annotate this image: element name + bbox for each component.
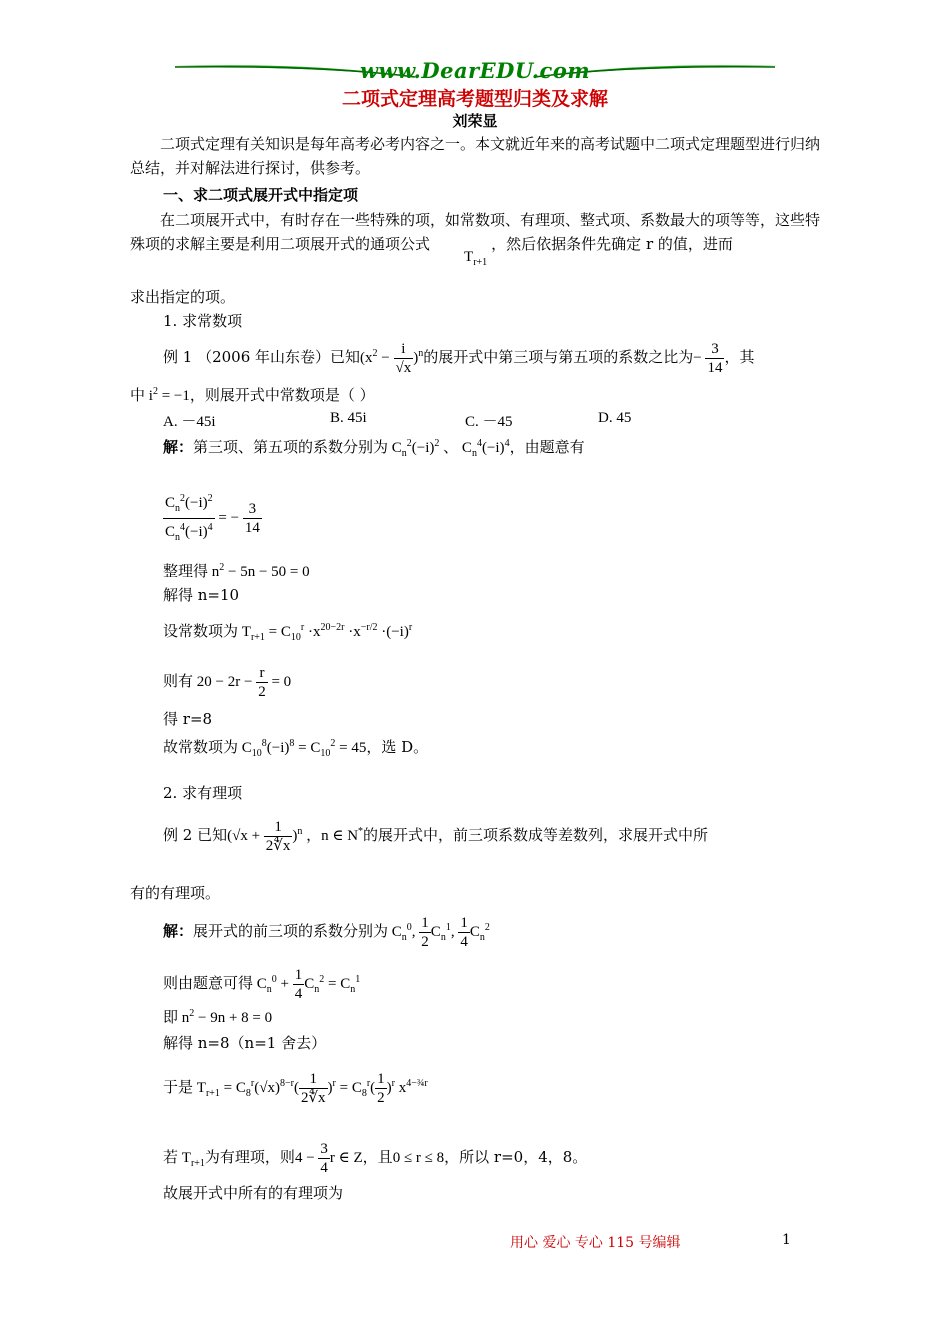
formula-binomial-2: (√x + $\frac{1}{2∜x}$ )$^n$ ，n ∈ N* bbox=[227, 819, 364, 854]
step-text-d: ，所以 r=0，4，8。 bbox=[444, 1147, 588, 1166]
step-label: 整理得 bbox=[163, 562, 209, 580]
example-line2-a: 中 bbox=[130, 386, 146, 404]
step2-2 bbox=[163, 1006, 272, 1027]
subsection-heading-2: 2. 求有理项 bbox=[163, 784, 243, 802]
subsection-heading: 1. 求常数项 bbox=[163, 312, 243, 330]
formula-exponent: 20 − 2r − $\frac{r}{2}$ = 0 bbox=[193, 665, 292, 700]
step-3 bbox=[163, 620, 412, 643]
option-c: C. －45 bbox=[465, 414, 513, 430]
example-2-line2: 有的有理项。 bbox=[130, 884, 221, 902]
formula-quadratic: $n^2 - 5n - 50 = 0$ bbox=[208, 562, 310, 580]
example-line2-b: ，则展开式中常数项是（ ） bbox=[189, 386, 375, 404]
step2-6: 故展开式中所有的有理项为 bbox=[163, 1184, 344, 1202]
solution-2 bbox=[163, 914, 490, 951]
example-text: 的展开式中第三项与第五项的系数之比为 bbox=[423, 347, 694, 366]
site-logo bbox=[170, 56, 780, 86]
logo-text: www.DearEDU.com bbox=[359, 58, 591, 83]
formula-t: $T_{r+1}$ bbox=[178, 1149, 205, 1169]
step2-3: 解得 n=8（n=1 舍去） bbox=[163, 1034, 327, 1052]
section-text-b: ，然后依据条件先确定 r 的值，进而 bbox=[491, 235, 733, 253]
example-text: 的展开式中，前三项系数成等差数列，求展开式中所 bbox=[363, 825, 709, 844]
formula-ratio: − $\frac{3}{14}$ bbox=[693, 341, 723, 376]
step-6 bbox=[163, 736, 428, 759]
step-label: 若 bbox=[163, 1147, 179, 1166]
step-text-c: ，且 bbox=[362, 1147, 393, 1166]
step2-5 bbox=[163, 1140, 587, 1177]
formula-range: 0 ≤ r ≤ 8 bbox=[392, 1149, 445, 1166]
example-end: ，其 bbox=[724, 347, 755, 366]
footer-text: 用心 爱心 专心 115 号编辑 bbox=[510, 1235, 681, 1251]
formula-condition: 4 − $\frac{3}{4}$ r ∈ Z bbox=[294, 1141, 363, 1176]
page-number: 1 bbox=[782, 1232, 791, 1248]
section-heading: 一、求二项式展开式中指定项 bbox=[163, 186, 359, 204]
example-2 bbox=[163, 818, 708, 855]
step-label: 于是 bbox=[163, 1077, 194, 1096]
solution-text: 展开式的前三项的系数分别为 bbox=[193, 921, 389, 940]
step-label: 设常数项为 bbox=[163, 622, 239, 640]
formula-constant-term: $C_{10}^8(-i)^8 = C_{10}^2 = 45$ bbox=[238, 738, 367, 759]
formula-term: $T_{r+1} = C_{10}^r \cdot x^{20-2r} \cdot x^{-r/2} \cdot(-i)^r$ bbox=[238, 622, 413, 643]
step-text: 为有理项，则 bbox=[204, 1147, 295, 1166]
author-name: 刘荣显 bbox=[452, 112, 498, 130]
option-a: A. －45i bbox=[163, 414, 216, 430]
document-title: 二项式定理高考题型归类及求解 bbox=[341, 88, 608, 110]
step-label: 则有 bbox=[163, 671, 194, 690]
step-5: 得 r=8 bbox=[163, 710, 213, 728]
step-label: 即 bbox=[163, 1008, 179, 1026]
step2-4 bbox=[163, 1070, 428, 1107]
formula-arith: $C_n^0$ + $\frac{1}{4}$ $C_n^2 = C_n^1$ bbox=[253, 967, 361, 1002]
step-label: 故常数项为 bbox=[163, 738, 239, 756]
solution-label: 解： bbox=[163, 438, 194, 456]
step-end: ，选 D。 bbox=[366, 738, 429, 756]
step-2: 解得 n=10 bbox=[163, 586, 240, 604]
example-1 bbox=[163, 340, 754, 377]
step-1 bbox=[163, 560, 310, 581]
step-label: 则由题意可得 bbox=[163, 973, 254, 992]
option-d: D. 45 bbox=[598, 410, 632, 426]
formula-ratio-equation: $\frac{C_n^2(-i)^2}{C_n^4(-i)^4}$ = − $\frac{3}{14}$ bbox=[163, 490, 262, 547]
solution-text: 第三项、第五项的系数分别为 bbox=[193, 438, 389, 456]
formula-i-squared: $i^2 = -1$ bbox=[145, 386, 190, 404]
solution-end: ，由题意有 bbox=[509, 438, 585, 456]
formula-term-2: $T_{r+1} = C_8^r(√x)^{8-r}$( $\frac{1}{2∜x}$ )$^r = C_8^r$( $\frac{1}{2}$ )$^r$ $x^{4-\frac{3}{4}r}$ bbox=[193, 1071, 428, 1106]
section-paragraph bbox=[130, 208, 821, 268]
formula-general-term: $T_{r+1}$ bbox=[464, 249, 488, 268]
solution-label: 解： bbox=[163, 921, 194, 940]
section-text-c: 求出指定的项。 bbox=[130, 288, 236, 306]
solution-1 bbox=[163, 436, 585, 459]
step2-1 bbox=[163, 966, 360, 1003]
example-label: 例 2 已知 bbox=[163, 825, 228, 844]
example-1-line2 bbox=[130, 384, 375, 405]
intro-paragraph: 二项式定理有关知识是每年高考必考内容之一。本文就近年来的高考试题中二项式定理题型进行归纳总结，并对解法进行探讨，供参考。 bbox=[130, 135, 821, 177]
formula-coefficients: $C_n^2(-i)^2$ 、 $C_n^4(-i)^4$ bbox=[388, 438, 510, 459]
formula-binomial: ($x^2$ − $\frac{i}{√x}$ )$^n$ bbox=[360, 341, 424, 376]
option-b: B. 45i bbox=[330, 410, 367, 426]
step-4 bbox=[163, 664, 291, 701]
example-label: 例 1 （2006 年山东卷）已知 bbox=[163, 347, 361, 366]
formula-quadratic-2: $n^2 - 9n + 8 = 0$ bbox=[178, 1008, 273, 1026]
section-text-a: 在二项展开式中，有时存在一些特殊的项，如常数项、有理项、整式项、系数最大的项等等，这些特殊项的求解主要是利用二项展开式的通项公式 bbox=[130, 211, 821, 253]
formula-first-three: $C_n^0$, $\frac{1}{2}$ $C_n^1$, $\frac{1}{4}$ $C_n^2$ bbox=[388, 915, 490, 950]
